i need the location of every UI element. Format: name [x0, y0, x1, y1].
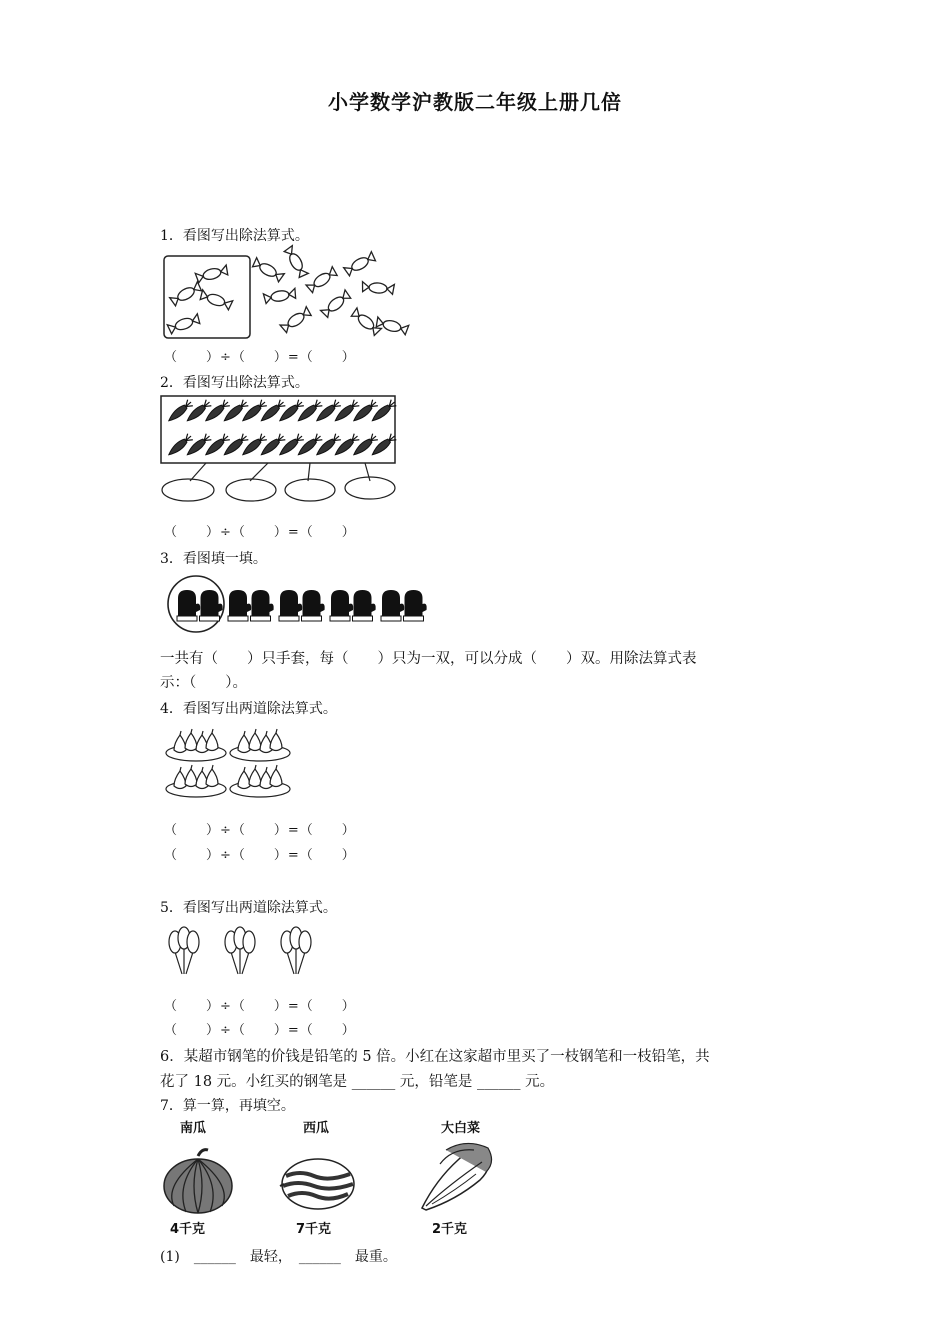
q1-prompt: 1．看图写出除法算式。 [160, 228, 309, 244]
glove-icon [353, 590, 376, 621]
q5-balloons-figure [160, 926, 330, 982]
pumpkin-icon [160, 1146, 240, 1216]
q4-pears-figure [160, 725, 300, 805]
glove-icon [330, 590, 353, 621]
watermelon-icon [280, 1156, 360, 1212]
candy-icon [280, 307, 312, 334]
cabbage-icon [416, 1140, 496, 1212]
candy-icon [284, 246, 309, 279]
q4-equation-2: （ ）÷（ ）=（ ） [164, 848, 356, 863]
glove-icon [177, 590, 200, 621]
glove-icon [279, 590, 302, 621]
candy-icon [170, 282, 203, 307]
balloon-bunch-icon [225, 927, 255, 974]
q1-candies-figure [160, 252, 420, 342]
candy-icon [263, 288, 296, 303]
q6-text-line1: 6．某超市钢笔的价钱是铅笔的 5 倍。小红在这家超市里买了一枝钢笔和一枝铅笔，共 [160, 1049, 710, 1065]
q3-gloves-figure [166, 574, 446, 640]
glove-icon [251, 590, 274, 621]
cabbage-name: 大白菜 [441, 1121, 481, 1136]
q5-equation-2: （ ）÷（ ）=（ ） [164, 1023, 356, 1038]
candy-icon [344, 252, 377, 277]
q6-text-line2: 花了 18 元。小红买的钢笔是 ______ 元，铅笔是 ______ 元。 [160, 1074, 555, 1090]
watermelon-weight: 7千克 [296, 1222, 332, 1237]
q2-prompt: 2．看图写出除法算式。 [160, 375, 309, 391]
pear-plate-icon [166, 729, 226, 761]
candy-icon [167, 314, 200, 334]
q4-prompt: 4．看图写出两道除法算式。 [160, 701, 337, 717]
glove-icon [302, 590, 325, 621]
q5-prompt: 5．看图写出两道除法算式。 [160, 900, 337, 916]
q3-text-line2: 示：（ ）。 [160, 675, 247, 691]
q7-sub1: (1) ______ 最轻， ______ 最重。 [160, 1249, 397, 1265]
glove-icon [200, 590, 223, 621]
q2-equation: （ ）÷（ ）=（ ） [164, 525, 356, 540]
candy-icon [375, 317, 408, 335]
q5-equation-1: （ ）÷（ ）=（ ） [164, 999, 356, 1014]
q3-prompt: 3．看图填一填。 [160, 551, 267, 567]
balloon-bunch-icon [169, 927, 199, 974]
candy-icon [252, 258, 285, 283]
candy-icon [321, 290, 352, 318]
carrot-icon [370, 433, 397, 458]
pumpkin-name: 南瓜 [180, 1121, 207, 1136]
pear-plate-icon [166, 765, 226, 797]
pear-plate-icon [230, 765, 290, 797]
balloon-bunch-icon [281, 927, 311, 974]
candy-icon [306, 267, 338, 294]
q4-equation-1: （ ）÷（ ）=（ ） [164, 823, 356, 838]
pumpkin-weight: 4千克 [170, 1222, 206, 1237]
glove-icon [381, 590, 404, 621]
watermelon-name: 西瓜 [303, 1121, 330, 1136]
candy-icon [195, 265, 228, 283]
glove-icon [404, 590, 427, 621]
carrot-icon [370, 399, 397, 424]
cabbage-weight: 2千克 [432, 1222, 468, 1237]
candy-icon [362, 282, 395, 295]
q2-carrots-figure [160, 395, 400, 505]
glove-icon [228, 590, 251, 621]
q1-equation: （ ）÷（ ）=（ ） [164, 350, 356, 365]
page-title: 小学数学沪教版二年级上册几倍 [328, 90, 622, 114]
q7-prompt: 7．算一算，再填空。 [160, 1098, 295, 1114]
candy-icon [199, 290, 232, 310]
pear-plate-icon [230, 729, 290, 761]
q3-text-line1: 一共有（ ）只手套，每（ ）只为一双，可以分成（ ）双。用除法算式表 [160, 651, 697, 667]
